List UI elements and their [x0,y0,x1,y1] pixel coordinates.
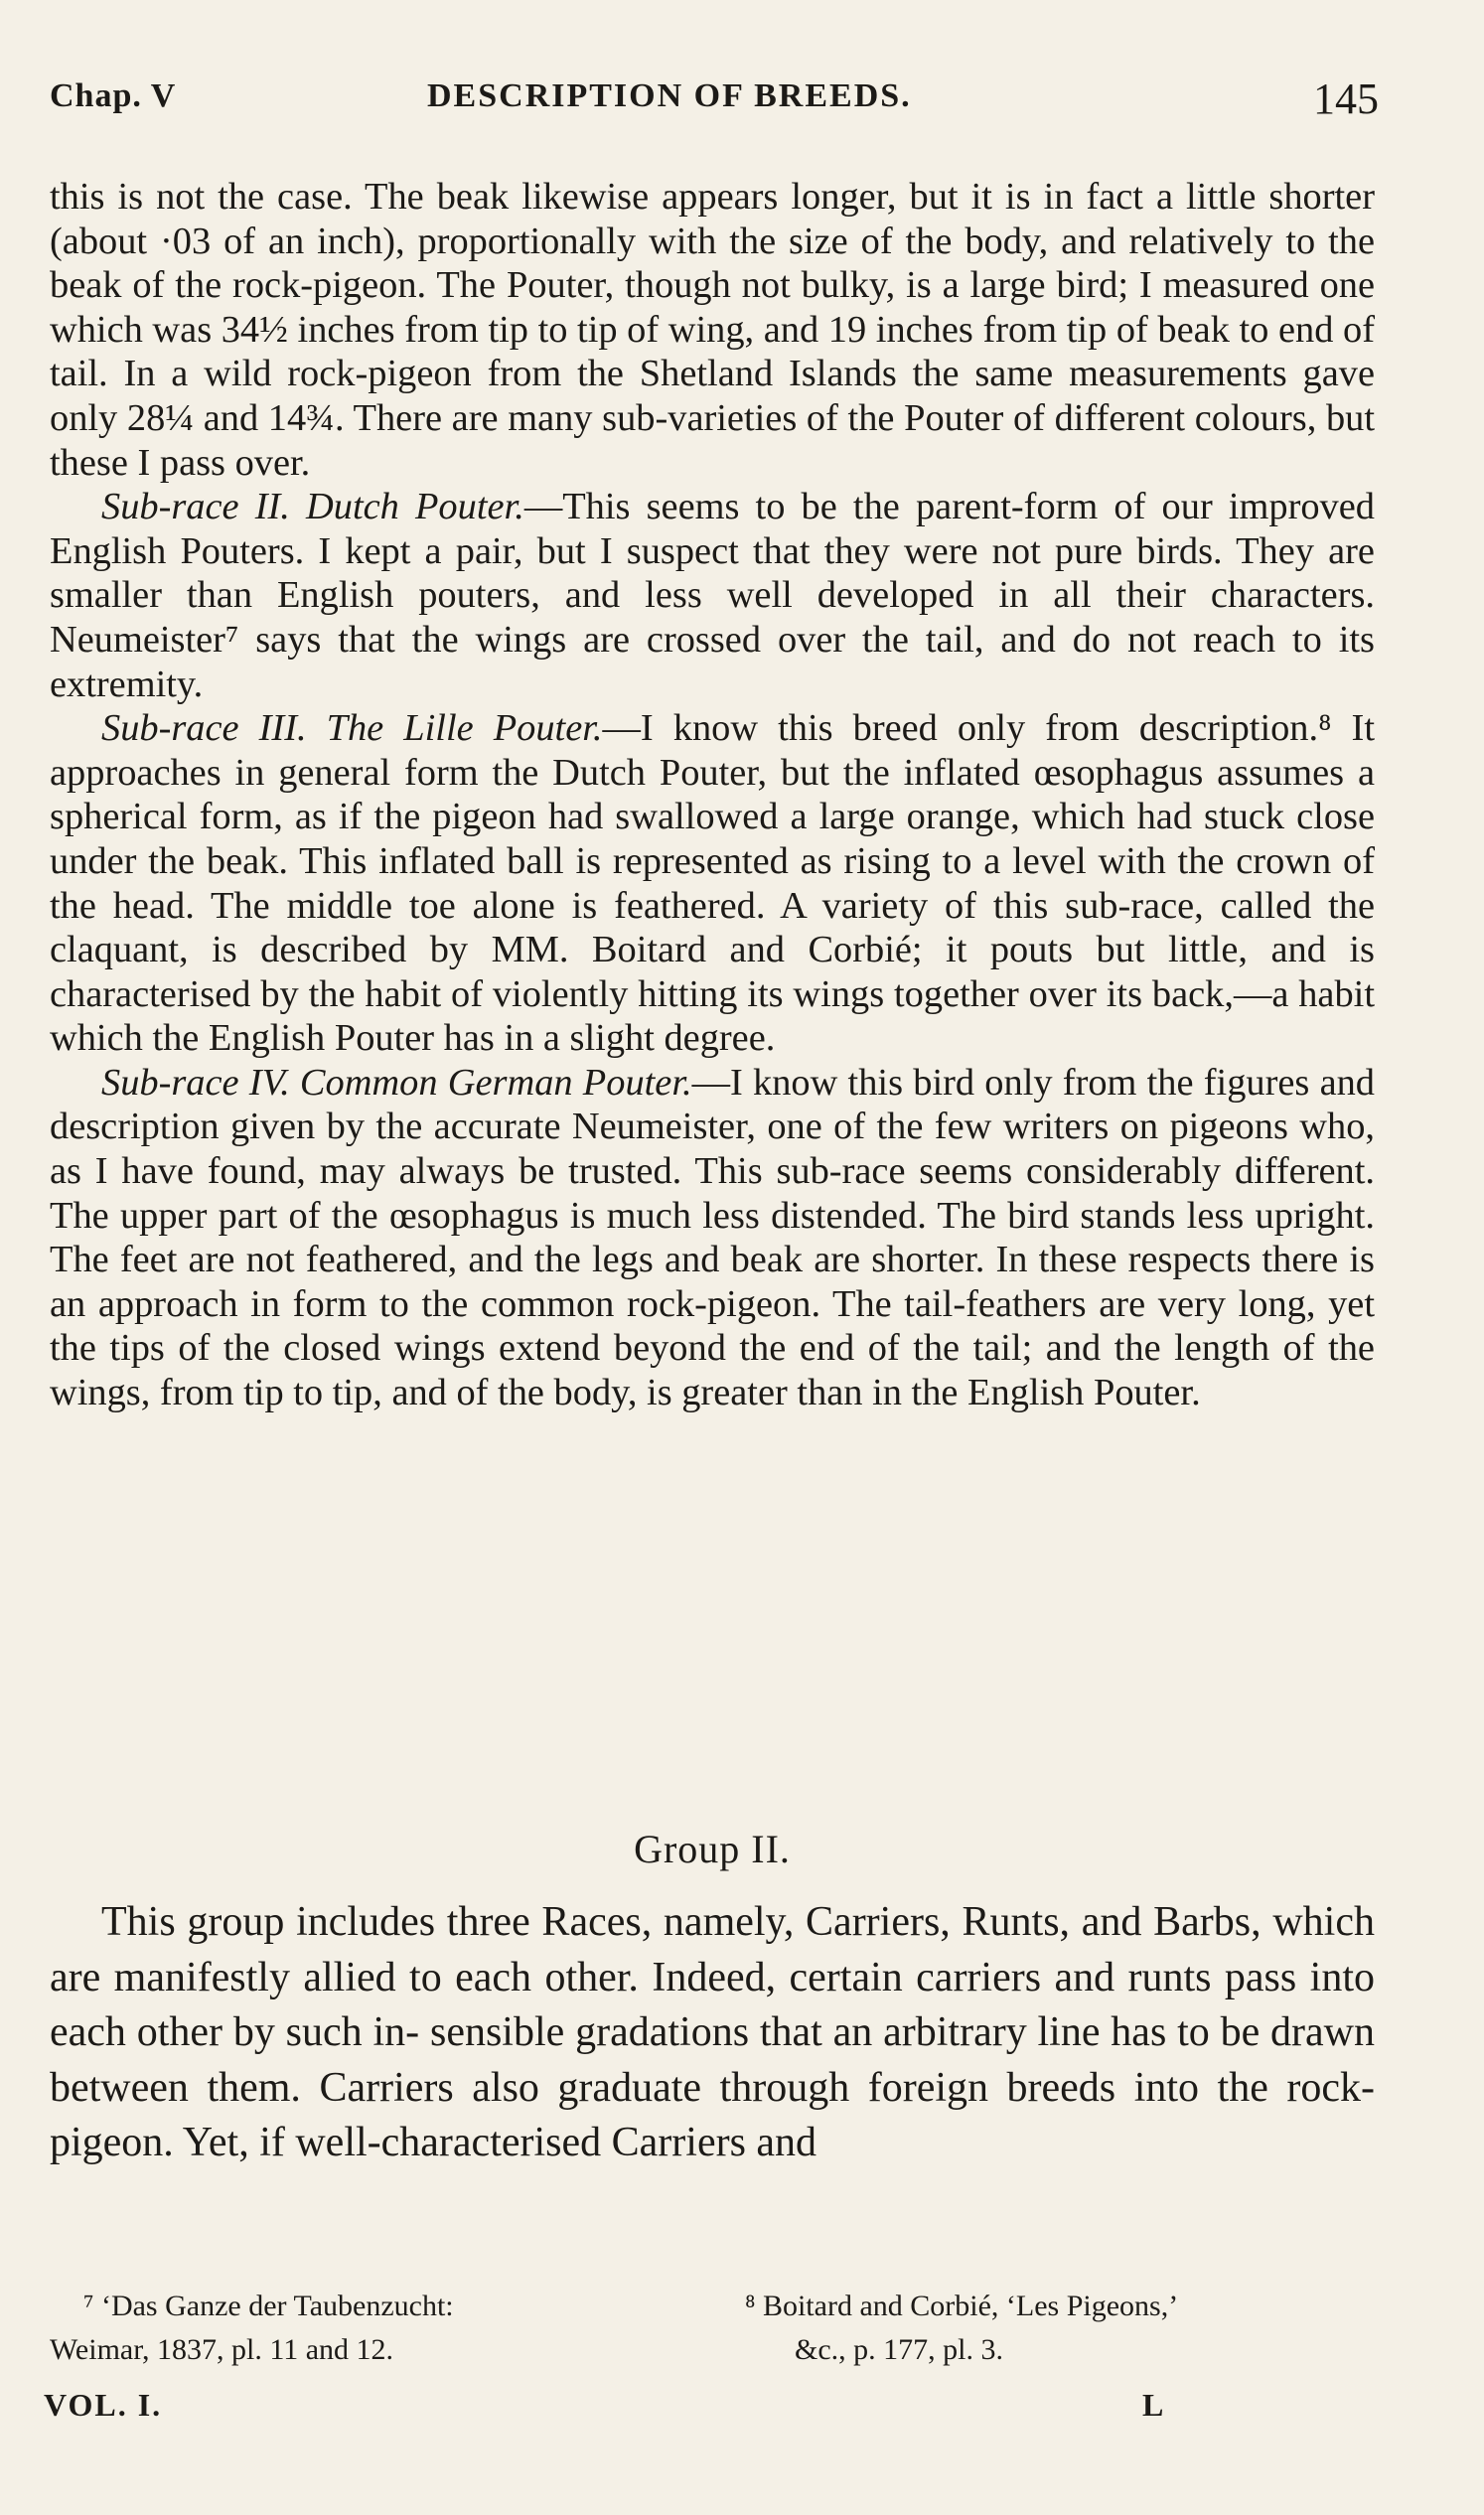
chapter-label: Chap. V [50,77,177,114]
body-text [50,175,1375,1415]
subrace-heading: Sub-race III. The Lille Pouter. [101,707,603,750]
book-page [50,0,1379,2515]
paragraph-dutch-pouter: Sub-race II. Dutch Pouter.—This seems to be the parent-form of our improved English Pouters. I kept a pair, but I suspect that they were not pure birds. They are smaller than English pouters, and less well developed in all their characters. Neumeister⁷ says that the wings are crossed over the tail, and do not reach to its extremity. [50,486,1376,705]
paragraph-german-pouter: Sub-race IV. Common German Pouter.—I know this bird only from the figures and description given by the accurate Neumeister, one of the few writers on pigeons who, as I have found, may always be trusted. This sub-race seems considerably different. The upper part of the œsophagus is much less distended. The bird stands less upright. The feet are not feathered, and the legs and beak are shorter. In these respects there is an approach in form to the common rock-pigeon. The tail-feathers are very long, yet the tips of the closed wings extend beyond the end of the tail; and the length of the wings, from tip to tip, and of the body, is greater than in the English Pouter. [50,1061,1375,1414]
volume-signature: VOL. I. [44,2387,163,2423]
page-number: 145 [1313,74,1379,123]
paragraph-lille-pouter: Sub-race III. The Lille Pouter.—I know this breed only from description.⁸ It approaches in general form the Dutch Pouter, but the inflated œsophagus assumes a spherical form, as if the pigeon had swallowed a large orange, which had stuck close under the beak. This inflated ball is represented as rising to a level with the crown of the head. The middle toe alone is feathered. A variety of this sub-race, called the claquant, is described by MM. Boitard and Corbié; it pouts but little, and is characterised by the habit of violently hitting its wings together over its back,—a habit which the English Pouter has in a slight degree. [50,707,1375,1060]
paragraph-group-ii: This group includes three Races, namely, Carriers, Runts, and Barbs, which are manifestly allied to each other. Indeed, certain carriers and runts pass into each other by such in- sensible gradations that an arbitrary line has to be drawn between them. Carriers also graduate through foreign breeds into the rock-pigeon. Yet, if well-characterised Carriers and [50,1899,1376,2166]
subrace-heading: Sub-race IV. Common German Pouter. [101,1061,692,1104]
footnote-8: ⁸ Boitard and Corbié, ‘Les Pigeons,’ &c., p. 177, pl. 3. [745,2290,1179,2366]
paragraph-pouter-measurements: this is not the case. The beak likewise appears longer, but it is in fact a little shorter (about ·03 of an inch), proportionally with the size of the body, and relatively to the beak of the rock-pigeon. The Pouter, though not bulky, is a large bird; I measured one which was 34½ inches from tip to tip of wing, and 19 inches from tip of beak to end of tail. In a wild rock-pigeon from the Shetland Islands the same measurements gave only 28¼ and 14¾. There are many sub-varieties of the Pouter of different colours, but these I pass over. [50,176,1376,484]
footnote-7: ⁷ ‘Das Ganze der Taubenzucht: Weimar, 1837, pl. 11 and 12. [50,2290,454,2366]
running-head [50,74,1379,127]
group-heading: Group II. [634,1827,791,1871]
subrace-heading: Sub-race II. Dutch Pouter. [101,486,524,528]
signature-letter: L [1142,2387,1164,2423]
group-intro [50,1895,1375,2171]
running-title: DESCRIPTION OF BREEDS. [427,77,912,114]
